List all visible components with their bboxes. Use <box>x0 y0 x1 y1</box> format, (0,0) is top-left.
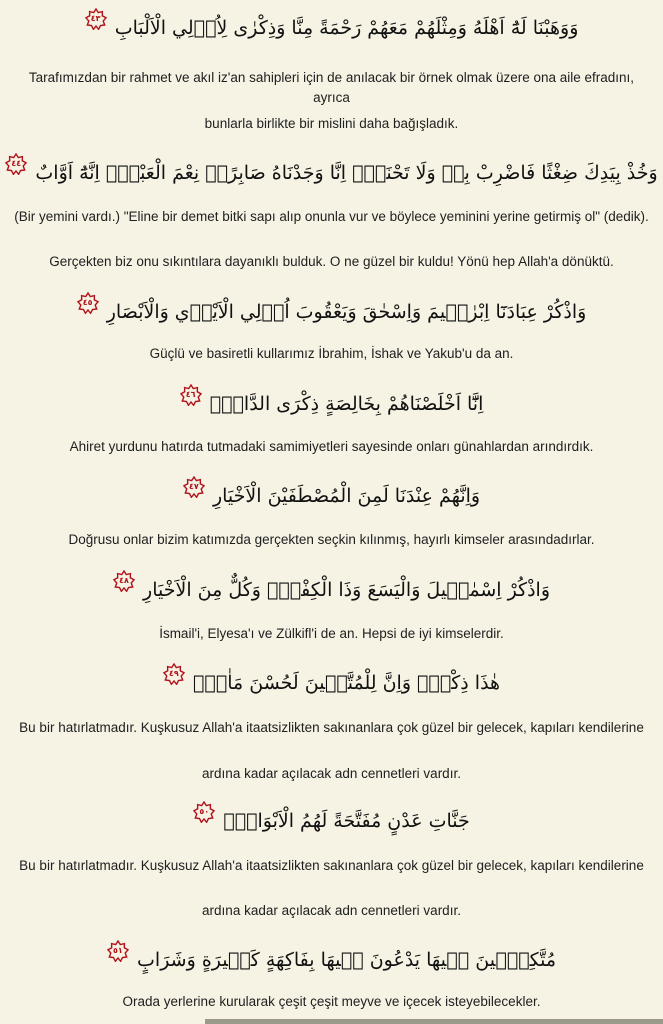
verse-44-translation <box>10 207 653 227</box>
verse-50-translation-cont <box>10 901 653 921</box>
translation-line: Bu bir hatırlatmadır. Kuşkusuz Allah'a itaatsizlikten sakınanlara çok güzel bir gelecek, kapıları kendilerine <box>19 858 644 873</box>
verse-49-arabic <box>0 663 663 694</box>
verse-45-arabic <box>0 292 663 323</box>
arabic-text: مُتَّكِـٖٔينَ فٖيهَا يَدْعُونَ فٖيهَا بِفَاكِهَةٍ كَثٖيرَةٍ وَشَرَابٍ <box>137 949 557 971</box>
translation-line: İsmail'i, Elyesa'ı ve Zülkifl'i de an. Hepsi de iyi kimselerdir. <box>159 626 504 641</box>
arabic-text: اِنَّٓا اَخْلَصْنَاهُمْ بِخَالِصَةٍ ذِكْرَى الدَّارِۚ <box>209 393 484 415</box>
arabic-text: جَنَّاتِ عَدْنٍ مُفَتَّحَةً لَهُمُ الْاَبْوَابُۚ <box>223 810 470 832</box>
verse-number-badge <box>183 476 205 498</box>
translation-line: Ahiret yurdunu hatırda tutmadaki samimiyetleri sayesinde onları günahlardan arındırdık. <box>69 439 594 454</box>
verse-number-badge <box>107 940 129 962</box>
verse-number: ٤٣ <box>90 14 101 23</box>
verse-45-translation <box>10 344 653 364</box>
verse-number-badge <box>5 153 27 175</box>
horizontal-scrollbar[interactable] <box>205 1019 663 1024</box>
verse-number: ٤٥ <box>82 298 93 307</box>
verse-50-translation <box>10 856 653 876</box>
verse-43-translation-cont <box>10 114 653 134</box>
verse-51-translation <box>10 992 653 1012</box>
verse-44-translation-cont <box>10 252 653 272</box>
arabic-text: وَاذْكُرْ اِسْمٰعٖيلَ وَالْيَسَعَ وَذَا الْكِفْلِۜ وَكُلٌّ مِنَ الْاَخْيَارِ <box>143 579 551 601</box>
verse-number-badge <box>85 8 107 30</box>
translation-line: ardına kadar açılacak adn cennetleri vardır. <box>202 766 461 781</box>
arabic-text: وَاذْكُرْ عِبَادَنَٓا اِبْرٰهٖيمَ وَاِسْحٰقَ وَيَعْقُوبَ اُو۬لِي الْاَيْدٖي وَالْاَبْصَارِ <box>106 301 587 323</box>
translation-line: bunlarla birlikte bir mislini daha bağışladık. <box>204 116 459 131</box>
translation-line: Doğrusu onlar bizim katımızda gerçekten seçkin kılınmış, hayırlı kimseler arasındadırlar. <box>68 532 595 547</box>
translation-line: Bu bir hatırlatmadır. Kuşkusuz Allah'a itaatsizlikten sakınanlara çok güzel bir gelecek, kapıları kendilerine <box>19 720 644 735</box>
arabic-text: هٰذَا ذِكْرٌۜ وَاِنَّ لِلْمُتَّقٖينَ لَحُسْنَ مَاٰبٍۙ <box>193 672 501 694</box>
verse-number: ٤٤ <box>11 159 22 168</box>
verse-48-arabic <box>0 570 663 601</box>
verse-number: ٤٩ <box>169 669 179 678</box>
verse-number-badge <box>77 292 99 314</box>
verse-47-arabic <box>0 476 663 507</box>
verse-43-arabic <box>0 8 663 39</box>
verse-number: ٥٠ <box>199 807 210 816</box>
arabic-text: وَوَهَبْنَا لَهُٓ اَهْلَهُ وَمِثْلَهُمْ مَعَهُمْ رَحْمَةً مِنَّا وَذِكْرٰى لِاُو۬لِي الْاَلْبَابِ <box>114 17 579 39</box>
translation-line: (Bir yemini vardı.) "Eline bir demet bitki sapı alıp onunla vur ve böylece yeminini yerine getirmiş ol" (dedik). <box>14 209 649 224</box>
verse-number-badge <box>163 663 185 685</box>
verse-44-arabic <box>0 153 663 184</box>
verse-46-translation <box>10 437 653 457</box>
verse-50-arabic <box>0 801 663 832</box>
arabic-text: وَخُذْ بِيَدِكَ ضِغْثًا فَاضْرِبْ بِهٖ وَلَا تَحْنَثْۜ اِنَّا وَجَدْنَاهُ صَابِرًاۜ نِعْمَ الْعَبْدُۜ اِنَّهُٓ اَوَّابٌ <box>35 162 658 184</box>
translation-line: ardına kadar açılacak adn cennetleri vardır. <box>202 903 461 918</box>
verse-number: ٤٧ <box>188 482 199 491</box>
verse-number: ٥١ <box>113 946 123 955</box>
translation-line: Gerçekten biz onu sıkıntılara dayanıklı bulduk. O ne güzel bir kuldu! Yönü hep Allah'a dönüktü. <box>49 254 614 269</box>
verse-number-badge <box>193 801 215 823</box>
translation-line: Tarafımızdan bir rahmet ve akıl iz'an sahipleri için de anılacak bir örnek olmak üzere ona aile efradını, ayrıca <box>28 70 635 105</box>
verse-number-badge <box>180 384 202 406</box>
translation-line: Güçlü ve basiretli kullarımız İbrahim, İshak ve Yakub'u da an. <box>149 346 514 361</box>
arabic-text: وَاِنَّهُمْ عِنْدَنَا لَمِنَ الْمُصْطَفَيْنَ الْاَخْيَارِ <box>212 485 481 507</box>
verse-47-translation <box>10 530 653 550</box>
translation-line: Orada yerlerine kurularak çeşit çeşit meyve ve içecek isteyebilecekler. <box>122 994 541 1009</box>
verse-number: ٤٨ <box>119 576 129 585</box>
verse-43-translation <box>10 68 653 108</box>
verse-46-arabic <box>0 384 663 415</box>
verse-51-arabic <box>0 940 663 971</box>
verse-48-translation <box>10 624 653 644</box>
verse-number: ٤٦ <box>185 390 196 399</box>
verse-49-translation <box>10 718 653 738</box>
verse-number-badge <box>113 570 135 592</box>
verse-49-translation-cont <box>10 764 653 784</box>
